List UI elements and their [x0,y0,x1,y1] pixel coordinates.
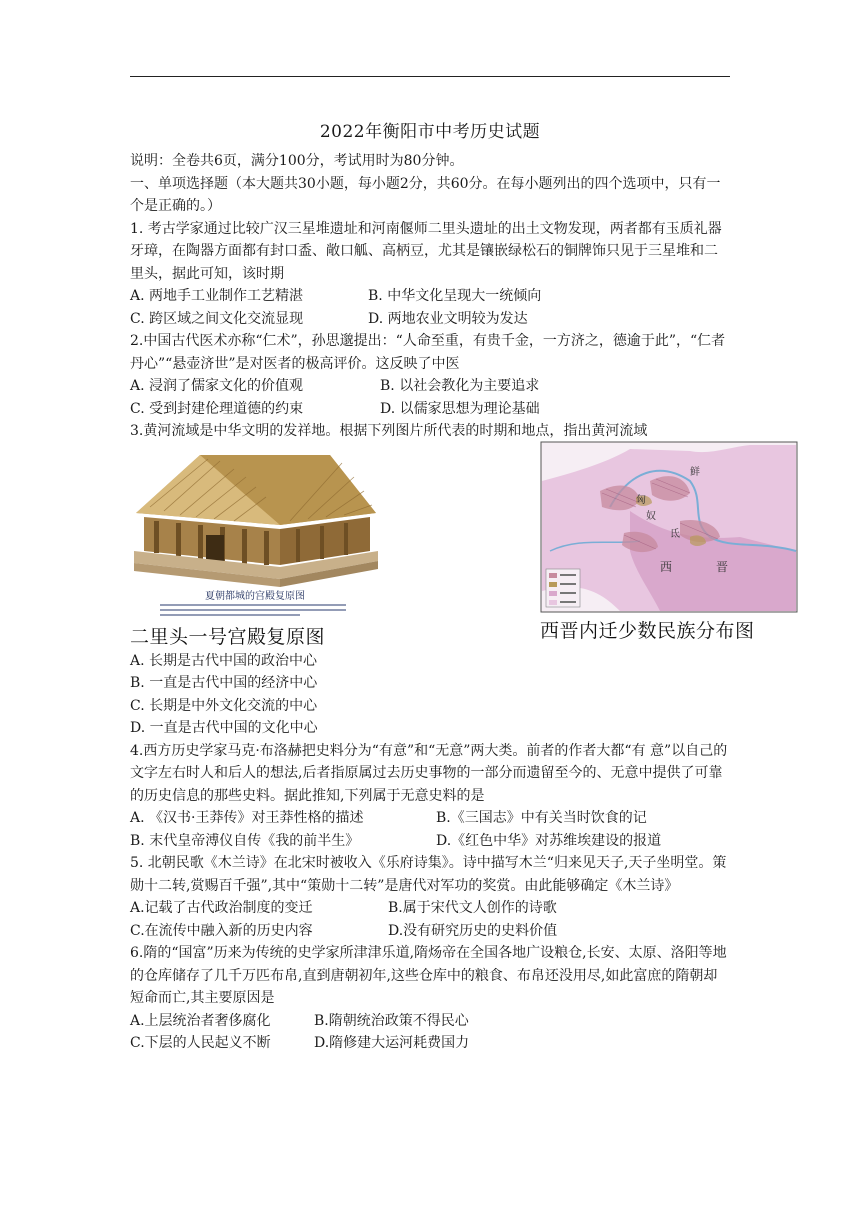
fig1-caption: 二里头一号宫殿复原图 [130,626,326,648]
q3-option-d: D. 一直是古代中国的文化中心 [130,720,318,736]
western-jin-map-figure [540,441,798,657]
question-3-figures [130,447,755,650]
question-1-options-row-2 [130,308,730,331]
question-2-options-row-2 [130,398,730,421]
question-4-options-row-2 [130,830,730,853]
erlitou-palace-figure [130,447,380,657]
question-5-options-row-2 [130,920,730,943]
fig2-caption: 西晋内迁少数民族分布图 [540,620,755,642]
question-4-stem: 4.西方历史学家马克·布洛赫把史料分为“有意”和“无意”两大类。前者的作者大都“有 意”以自己的文字左右时人和后人的想法,后者指原属过去历史事物的一部分而遗留至今的、无意中提供了可靠的历史信息的那些史料。据此推知,下列属于无意史料的是 [130,742,728,804]
question-3-stem: 3.黄河流域是中华文明的发祥地。根据下列图片所代表的时期和地点，指出黄河流域 [130,423,648,439]
q3-option-b: B. 一直是古代中国的经济中心 [130,675,318,691]
q2-option-a: A. 浸润了儒家文化的价值观 [130,378,304,394]
question-6-options-row-2 [130,1032,730,1055]
q2-option-c: C. 受到封建伦理道德的约束 [130,400,304,417]
thatched-palace-illustration [130,447,380,619]
question-6-options-row-1 [130,1010,730,1033]
q6-option-a: A.上层统治者奢侈腐化 [130,1012,271,1029]
question-2-stem: 2.中国古代医术亦称“仁术”，孙思邈提出：“人命至重，有贵千金，一方济之，德逾于此”，“仁者丹心”“悬壶济世”是对医者的极高评价。这反映了中医 [130,333,726,372]
q1-option-d: D. 两地农业文明较为发达 [368,310,528,327]
q5-option-d: D.没有研究历史的史料价值 [388,922,558,939]
q3-option-a: A. 长期是古代中国的政治中心 [130,652,318,669]
q5-option-c: C.在流传中融入新的历史内容 [130,922,313,939]
question-6-stem: 6.隋的“国富”历来为传统的史学家所津津乐道,隋炀帝在全国各地广设粮仓,长安、太原、洛阳等地的仓库储存了几千万匹布帛,直到唐朝初年,这些仓库中的粮食、布帛还没用尽,如此富庶的隋朝却短命而亡,其主要原因是 [130,945,727,1006]
question-5-stem: 5. 北朝民歌《木兰诗》在北宋时被收入《乐府诗集》。诗中描写木兰“归来见天子,天子坐明堂。策勋十二转,赏赐百千强”,其中“策勋十二转”是唐代对军功的奖赏。由此能够确定《木兰诗》 [130,855,727,894]
q2-option-b: B. 以社会教化为主要追求 [380,378,540,394]
question-1-stem: 1. 考古学家通过比较广汉三星堆遗址和河南偃师二里头遗址的出土文物发现，两者都有玉质礼器牙璋，在陶器方面都有封口盉、敞口觚、高柄豆，尤其是镶嵌绿松石的铜牌饰只见于三星堆和二里头，据此可知，该时期 [130,220,722,282]
header-rule [130,76,730,77]
map-legend [546,569,580,607]
q5-option-b: B.属于宋代文人创作的诗歌 [388,900,557,916]
q1-option-c: C. 跨区域之间文化交流显现 [130,310,304,327]
q4-option-c: B. 末代皇帝溥仪自传《我的前半生》 [130,832,360,849]
question-2-options-row-1 [130,375,730,398]
map-label-4: 氐 [670,528,680,540]
map-label-1: 鲜 [690,466,700,478]
question-4-options-row-1 [130,807,730,830]
question-1-options-row-1 [130,285,730,308]
q6-option-b: B.隋朝统治政策不得民心 [314,1012,469,1029]
q4-option-d: D.《红色中华》对苏维埃建设的报道 [436,832,662,849]
q3-option-c: C. 长期是中外文化交流的中心 [130,697,318,714]
ethnic-distribution-map [540,441,798,613]
question-5-options-row-1 [130,897,730,920]
exam-content [130,150,755,1055]
q1-option-a: A. 两地手工业制作工艺精湛 [130,288,304,304]
map-label-2: 匈 [636,494,646,506]
q1-option-b: B. 中华文化呈现大一统倾向 [368,288,542,304]
section-heading: 一、单项选择题（本大题共30小题，每小题2分，共60分。在每小题列出的四个选项中，只有一个是正确的。） [130,175,721,214]
q6-option-c: C.下层的人民起义不断 [130,1035,271,1051]
map-label-6: 晋 [716,559,729,574]
page-title: 2022年衡阳市中考历史试题 [319,122,541,142]
fig1-inner-caption: 夏朝都城的宫殿复原图 [205,590,305,602]
q6-option-d: D.隋修建大运河耗费国力 [314,1035,470,1051]
q4-option-b: B.《三国志》中有关当时饮食的记 [436,810,647,826]
map-label-3: 奴 [646,510,656,522]
exam-note: 说明：全卷共6页，满分100分，考试用时为80分钟。 [130,153,464,169]
q5-option-a: A.记载了古代政治制度的变迁 [130,900,313,916]
map-label-5: 西 [660,559,673,574]
q2-option-d: D. 以儒家思想为理论基础 [380,400,540,417]
q4-option-a: A. 《汉书·王莽传》对王莽性格的描述 [130,810,364,826]
